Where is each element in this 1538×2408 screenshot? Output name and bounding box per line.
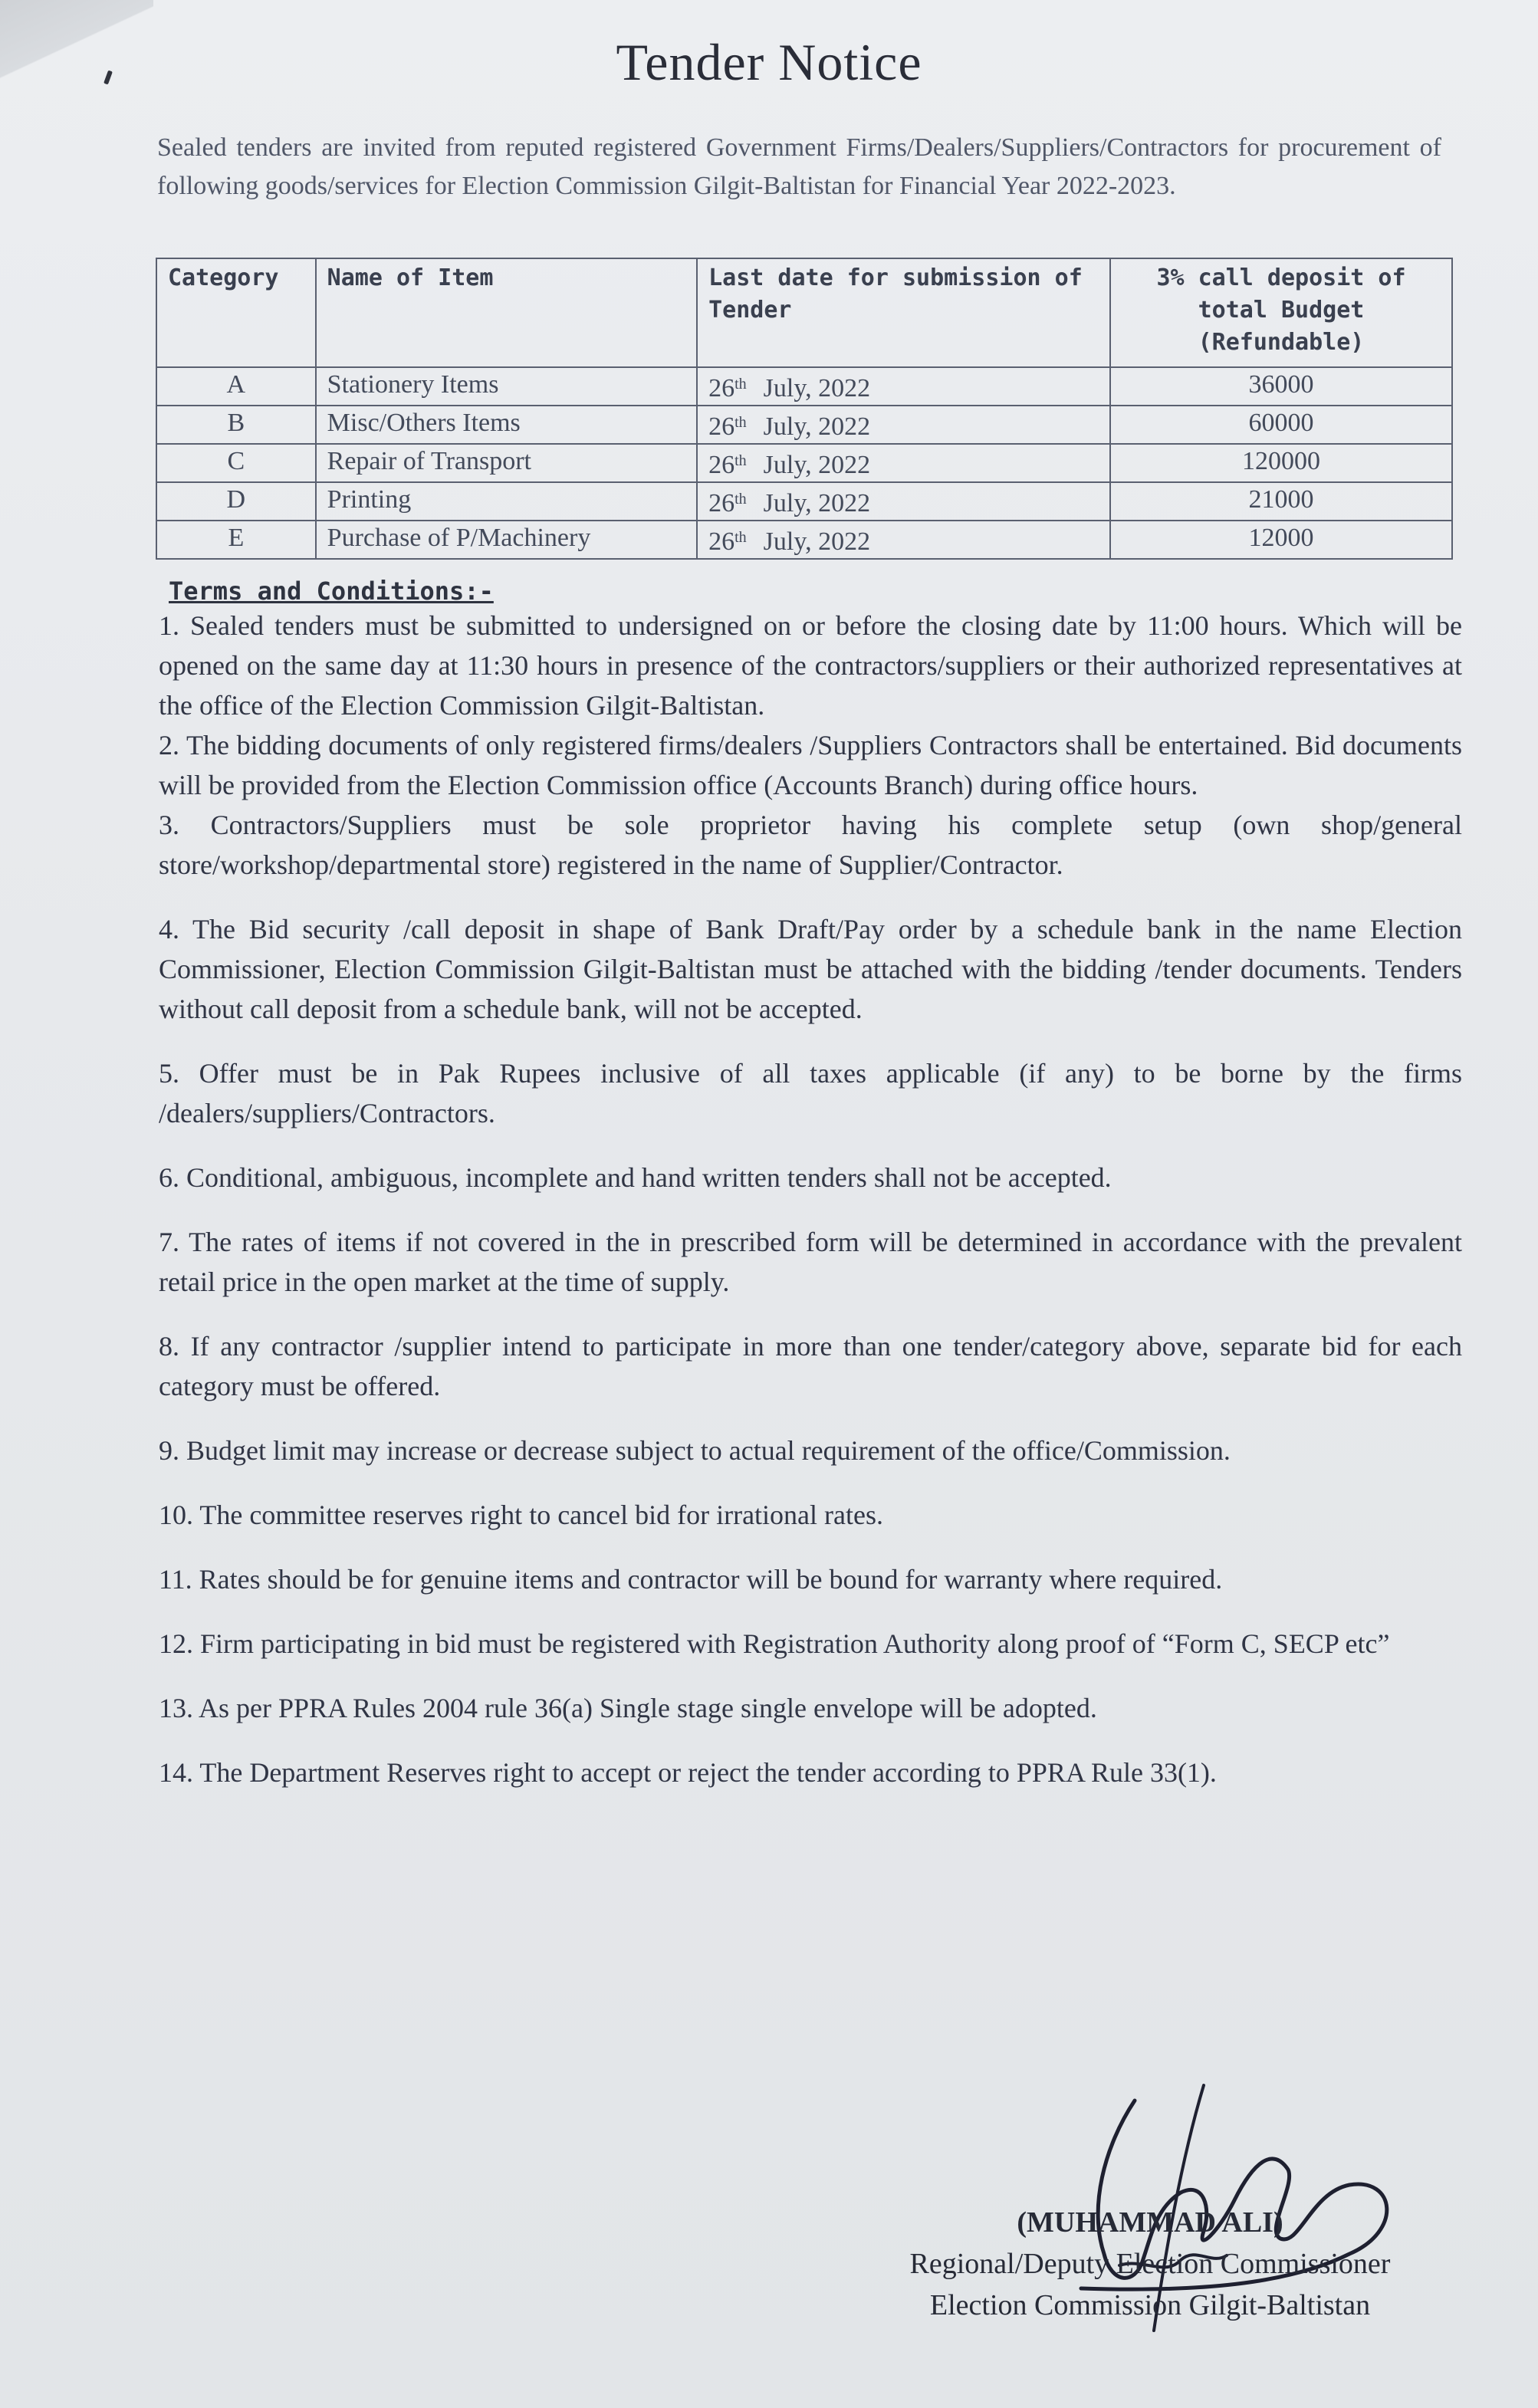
cell-category: A — [156, 367, 316, 406]
date-rest: July, 2022 — [763, 412, 871, 441]
cell-deposit: 21000 — [1110, 482, 1452, 521]
date-day: 26 — [708, 374, 735, 402]
header-last-date: Last date for submission of Tender — [697, 258, 1110, 367]
cell-item: Stationery Items — [316, 367, 697, 406]
cell-category: E — [156, 521, 316, 559]
cell-category: B — [156, 406, 316, 444]
term-item: 4. The Bid security /call deposit in shape of Bank Draft/Pay order by a schedule bank in the name Election Commissioner, Election Commission Gilgit-Baltistan must be attached with the bidding /tender documents. Tenders without call deposit from a schedule bank, will not be accepted. — [159, 914, 1462, 1024]
date-rest: July, 2022 — [763, 374, 871, 402]
table-row — [156, 482, 1452, 521]
cell-last-date — [697, 482, 1110, 521]
date-day: 26 — [708, 412, 735, 441]
cell-item: Purchase of P/Machinery — [316, 521, 697, 559]
header-deposit: 3% call deposit of total Budget (Refundable) — [1110, 258, 1452, 367]
table-row — [156, 444, 1452, 482]
date-rest: July, 2022 — [763, 451, 871, 479]
date-rest: July, 2022 — [763, 489, 871, 517]
date-rest: July, 2022 — [763, 527, 871, 556]
signatory-designation: Regional/Deputy Election Commissioner — [909, 2248, 1391, 2280]
date-suffix: th — [734, 529, 747, 546]
date-day: 26 — [708, 451, 735, 479]
signatory-block — [843, 2202, 1457, 2326]
term-item: 9. Budget limit may increase or decrease subject to actual requirement of the office/Commission. — [159, 1435, 1231, 1466]
cell-last-date — [697, 521, 1110, 559]
date-day: 26 — [708, 489, 735, 517]
term-item: 5. Offer must be in Pak Rupees inclusive of all taxes applicable (if any) to be borne by the firms /dealers/suppliers/Contractors. — [159, 1058, 1462, 1128]
date-suffix: th — [734, 414, 747, 431]
term-item: 7. The rates of items if not covered in the in prescribed form will be determined in accordance with the prevalent retail price in the open market at the time of supply. — [159, 1227, 1462, 1297]
cell-deposit: 12000 — [1110, 521, 1452, 559]
cell-last-date — [697, 406, 1110, 444]
term-item: 6. Conditional, ambiguous, incomplete and hand written tenders shall not be accepted. — [159, 1162, 1112, 1193]
cell-deposit: 120000 — [1110, 444, 1452, 482]
term-item: 12. Firm participating in bid must be registered with Registration Authority along proof of “Form C, SECP etc” — [159, 1628, 1390, 1659]
cell-category: C — [156, 444, 316, 482]
cell-item: Misc/Others Items — [316, 406, 697, 444]
term-item: 1. Sealed tenders must be submitted to undersigned on or before the closing date by 11:00 hours. Which will be opened on the same day at 11:30 hours in presence of the contractors/suppliers or their authorized representatives at the office of the Election Commission Gilgit-Baltistan. — [159, 610, 1462, 721]
cell-category: D — [156, 482, 316, 521]
term-item: 11. Rates should be for genuine items and contractor will be bound for warranty where required. — [159, 1564, 1223, 1595]
signatory-name: (MUHAMMAD ALI) — [1017, 2206, 1283, 2239]
cell-item: Repair of Transport — [316, 444, 697, 482]
header-category: Category — [156, 258, 316, 367]
tender-table — [156, 258, 1453, 560]
term-item: 2. The bidding documents of only registered firms/dealers /Suppliers Contractors shall be entertained. Bid documents will be provided from the Election Commission office (Accounts Branch) during office hours. — [159, 730, 1462, 800]
table-row — [156, 367, 1452, 406]
term-item: 14. The Department Reserves right to accept or reject the tender according to PPRA Rule 33(1). — [159, 1757, 1217, 1788]
term-item: 3. Contractors/Suppliers must be sole proprietor having his complete setup (own shop/general store/workshop/departmental store) registered in the name of Supplier/Contractor. — [159, 810, 1462, 880]
term-item: 10. The committee reserves right to cancel bid for irrational rates. — [159, 1500, 883, 1530]
table-header-row — [156, 258, 1452, 367]
cell-last-date — [697, 367, 1110, 406]
date-suffix: th — [734, 491, 747, 508]
terms-heading: Terms and Conditions:- — [169, 577, 494, 606]
cell-item: Printing — [316, 482, 697, 521]
cell-deposit: 36000 — [1110, 367, 1452, 406]
header-item: Name of Item — [316, 258, 697, 367]
cell-last-date — [697, 444, 1110, 482]
cell-deposit: 60000 — [1110, 406, 1452, 444]
signatory-office: Election Commission Gilgit-Baltistan — [929, 2289, 1371, 2321]
intro-paragraph: Sealed tenders are invited from reputed registered Government Firms/Dealers/Suppliers/Contractors for procurement of following goods/services for Election Commission Gilgit-Baltistan for Financial Year 2022-2023. — [157, 133, 1441, 200]
page-title: Tender Notice — [616, 33, 922, 91]
date-day: 26 — [708, 527, 735, 556]
terms-list — [159, 606, 1462, 1792]
table-row — [156, 406, 1452, 444]
date-suffix: th — [734, 376, 747, 393]
term-item: 8. If any contractor /supplier intend to participate in more than one tender/category above, separate bid for each category must be offered. — [159, 1331, 1462, 1401]
table-row — [156, 521, 1452, 559]
term-item: 13. As per PPRA Rules 2004 rule 36(a) Single stage single envelope will be adopted. — [159, 1693, 1097, 1723]
date-suffix: th — [734, 452, 747, 469]
